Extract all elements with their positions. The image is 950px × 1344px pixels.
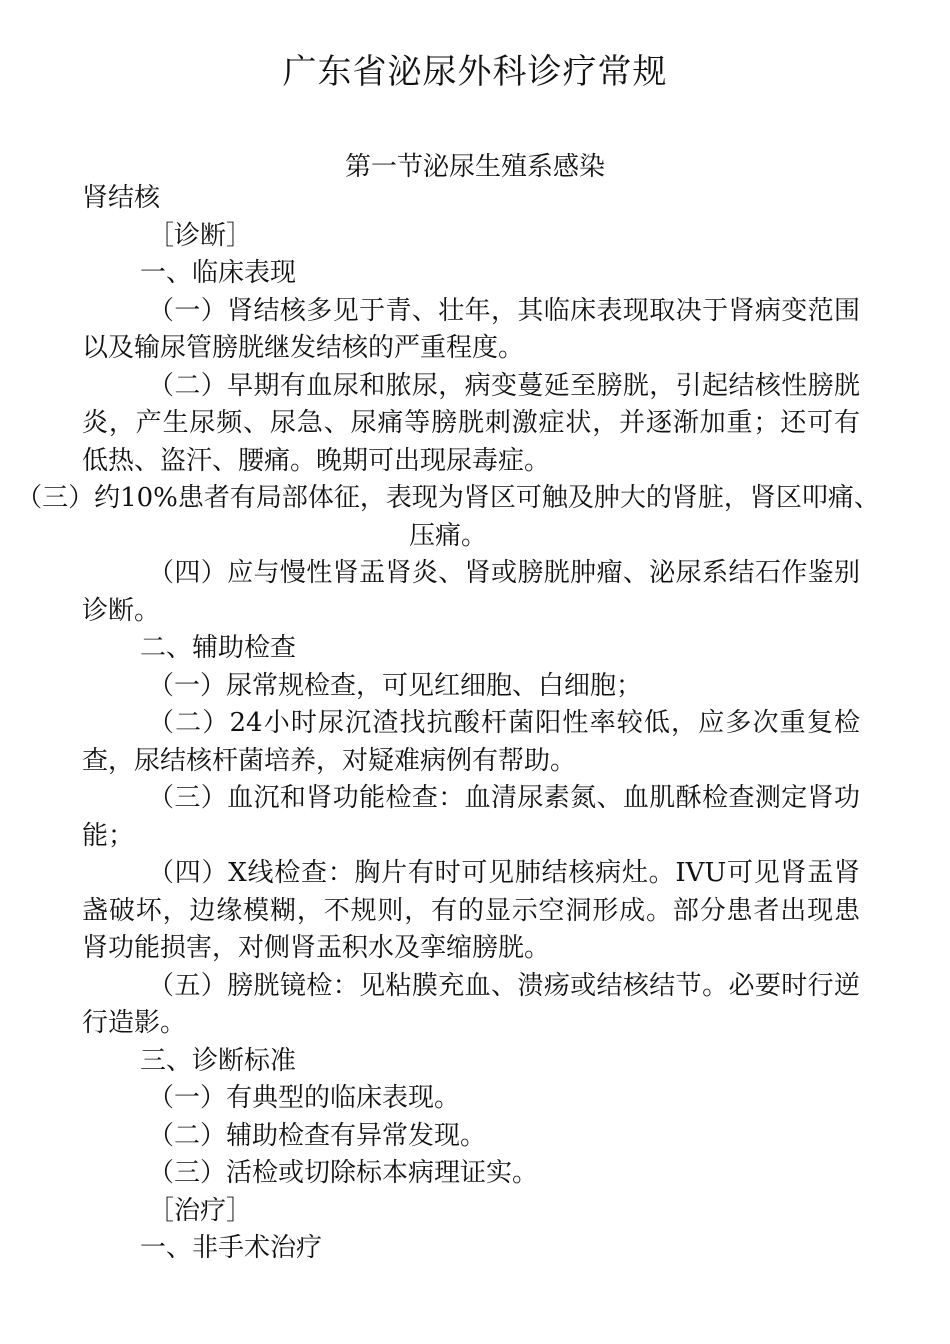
paragraph: （一）肾结核多见于青、壮年，其临床表现取决于肾病变范围以及输尿管膀胱继发结核的严重程度。 <box>82 295 860 363</box>
topic-heading: 肾结核 <box>82 183 161 213</box>
heading-auxiliary-exam: 二、辅助检查 <box>140 633 297 663</box>
treatment-label: ［治疗］ <box>148 1195 253 1226</box>
section-title: 第一节泌尿生殖系感染 <box>344 152 605 182</box>
heading-non-surgical-treatment: 一、非手术治疗 <box>140 1233 323 1263</box>
paragraph: （一）有典型的临床表现。 <box>148 1083 461 1113</box>
document-body <box>16 180 880 1268</box>
paragraph: （二）早期有血尿和脓尿，病变蔓延至膀胱，引起结核性膀胱炎，产生尿频、尿急、尿痛等膀胱刺激症状，并逐渐加重；还可有低热、盗汗、腰痛。晚期可出现尿毒症。 <box>82 370 860 476</box>
paragraph: （三）血沉和肾功能检查：血清尿素氮、血肌酥检查测定肾功能； <box>82 783 860 851</box>
paragraph: （三）约10%患者有局部体征，表现为肾区可触及肿大的肾脏，肾区叩痛、压痛。 <box>16 483 880 551</box>
paragraph: （四）应与慢性肾盂肾炎、肾或膀胱肿瘤、泌尿系结石作鉴别诊断。 <box>82 558 860 626</box>
paragraph: （五）膀胱镜检：见粘膜充血、溃疡或结核结节。必要时行逆行造影。 <box>82 970 860 1038</box>
heading-diagnostic-criteria: 三、诊断标准 <box>140 1045 297 1076</box>
paragraph: （四）X线检查：胸片有时可见肺结核病灶。IVU可见肾盂肾盏破坏，边缘模糊，不规则，有的显示空洞形成。部分患者出现患肾功能损害，对侧肾盂积水及挛缩膀胱。 <box>82 858 860 963</box>
paragraph: （三）活检或切除标本病理证实。 <box>148 1158 539 1188</box>
paragraph: （二）24小时尿沉渣找抗酸杆菌阳性率较低，应多次重复检查，尿结核杆菌培养，对疑难病例有帮助。 <box>82 708 860 776</box>
diagnosis-label: ［诊断］ <box>148 220 253 251</box>
paragraph: （二）辅助检查有异常发现。 <box>148 1120 487 1151</box>
document-title: 广东省泌尿外科诊疗常规 <box>282 52 668 92</box>
paragraph: （一）尿常规检查，可见红细胞、白细胞； <box>148 670 643 701</box>
heading-clinical-manifestation: 一、临床表现 <box>140 258 297 288</box>
